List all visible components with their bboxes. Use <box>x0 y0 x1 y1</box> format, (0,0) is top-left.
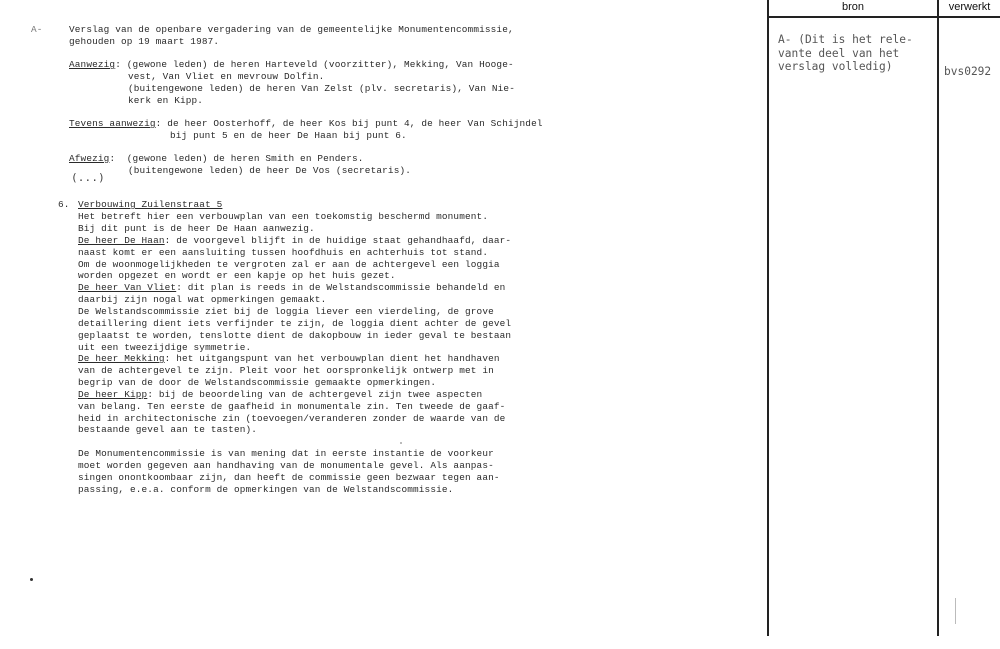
aanwezig-line4: kerk en Kipp. <box>128 95 204 106</box>
mekking-text1: : het uitgangspunt van het verbouwplan dient het handhaven <box>164 353 500 364</box>
conclusion-line1: De Monumentencommissie is van mening dat in eerste instantie de voorkeur <box>78 448 494 459</box>
bron-note-line3: verslag volledig) <box>778 60 893 73</box>
item-number: 6. <box>58 199 70 210</box>
mekking-label: De heer Mekking <box>78 353 165 364</box>
aanwezig-line2: vest, Van Vliet en mevrouw Dolfin. <box>128 71 325 82</box>
welstand-line3: geplaatst te worden, tenslotte dient de dakopbouw in ieder geval te bestaan <box>78 330 512 341</box>
conclusion-line4: passing, e.e.a. conform de opmerkingen van de Welstandscommissie. <box>78 484 454 495</box>
item-intro2: Bij dit punt is de heer De Haan aanwezig. <box>78 223 315 234</box>
omission-marker: (...) <box>71 171 105 184</box>
afwezig-label: Afwezig <box>69 153 110 164</box>
verwerkt-pencil-mark <box>955 598 956 624</box>
mekking-line3: begrip van de door de Welstandscommissie gemaakte opmerkingen. <box>78 377 437 388</box>
column-header-rule <box>768 16 1000 18</box>
aanwezig-line1 <box>69 59 514 71</box>
tevens-line2: bij punt 5 en de heer De Haan bij punt 6. <box>170 130 407 141</box>
tevens-text1: : de heer Oosterhoff, de heer Kos bij punt 4, de heer Van Schijndel <box>155 118 543 129</box>
conclusion-line3: singen onontkoombaar zijn, dan heeft de commissie geen bezwaar tegen aan- <box>78 472 500 483</box>
welstand-line1: De Welstandscommissie ziet bij de loggia liever een vierdeling, de grove <box>78 306 494 317</box>
verwerkt-code: bvs0292 <box>944 65 992 78</box>
tevens-line1 <box>69 118 543 130</box>
item-intro1: Het betreft hier een verbouwplan van een toekomstig beschermd monument. <box>78 211 489 222</box>
dehaan-label: De heer De Haan <box>78 235 165 246</box>
afwezig-line2: (buitengewone leden) de heer De Vos (secretaris). <box>128 165 412 176</box>
kipp-text1: : bij de beoordeling van de achtergevel zijn twee aspecten <box>147 389 483 400</box>
verwerkt-header: verwerkt <box>948 1 991 13</box>
aanwezig-text1: : (gewone leden) de heren Harteveld (voorzitter), Mekking, Van Hooge- <box>115 59 514 70</box>
report-title-line2: gehouden op 19 maart 1987. <box>69 36 220 47</box>
dehaan-line4: worden opgezet en wordt er een kapje op het huis gezet. <box>78 270 396 281</box>
welstand-line2: detaillering dient iets verfijnder te zijn, de loggia dient achter de gevel <box>78 318 512 329</box>
verwerkt-column-left-border <box>937 0 939 636</box>
item-title: Verbouwing Zuilenstraat 5 <box>78 199 223 210</box>
afwezig-line1 <box>69 153 364 165</box>
dehaan-text1: : de voorgevel blijft in de huidige staat gehandhaafd, daar- <box>164 235 512 246</box>
kipp-line3: heid in architectonische zin (toevoegen/veranderen zonder de waarde van de <box>78 413 506 424</box>
bron-column-left-border <box>767 0 769 636</box>
mekking-line2: van de achtergevel te zijn. Pleit voor het oorspronkelijk ontwerp met in <box>78 365 494 376</box>
vanvliet-line1 <box>78 282 505 294</box>
welstand-line4: uit een tweezijdige symmetrie. <box>78 342 252 353</box>
kipp-line2: van belang. Ten eerste de gaafheid in monumentale zin. Ten tweede de gaaf- <box>78 401 506 412</box>
bron-note-line2: vante deel van het <box>778 47 900 60</box>
vanvliet-label: De heer Van Vliet <box>78 282 177 293</box>
aanwezig-label: Aanwezig <box>69 59 116 70</box>
dehaan-line3: Om de woonmogelijkheden te vergroten zal er aan de achtergevel een loggia <box>78 259 500 270</box>
mekking-line1 <box>78 353 500 365</box>
vanvliet-text1: : dit plan is reeds in de Welstandscommissie behandeld en <box>176 282 506 293</box>
aanwezig-line3: (buitengewone leden) de heren Van Zelst (plv. secretaris), Van Nie- <box>128 83 515 94</box>
conclusion-line2: moet worden gegeven aan handhaving van de monumentale gevel. Als aanpas- <box>78 460 494 471</box>
tevens-label: Tevens aanwezig <box>69 118 156 129</box>
kipp-line4: bestaande gevel aan te tasten). <box>78 424 258 435</box>
kipp-label: De heer Kipp <box>78 389 148 400</box>
page-speck <box>30 578 33 581</box>
afwezig-text1: : (gewone leden) de heren Smith en Penders. <box>109 153 364 164</box>
margin-marker: A- <box>31 24 43 35</box>
page-smudge <box>400 442 402 444</box>
dehaan-line1 <box>78 235 511 247</box>
kipp-line1 <box>78 389 482 401</box>
report-title-line1: Verslag van de openbare vergadering van de gemeentelijke Monumentencommissie, <box>69 24 514 35</box>
bron-header: bron <box>841 1 865 13</box>
vanvliet-line2: daarbij zijn nogal wat opmerkingen gemaakt. <box>78 294 327 305</box>
bron-note-line1: A- (Dit is het rele- <box>778 33 913 46</box>
dehaan-line2: naast komt er een aansluiting tussen hoofdhuis en achterhuis tot stand. <box>78 247 489 258</box>
